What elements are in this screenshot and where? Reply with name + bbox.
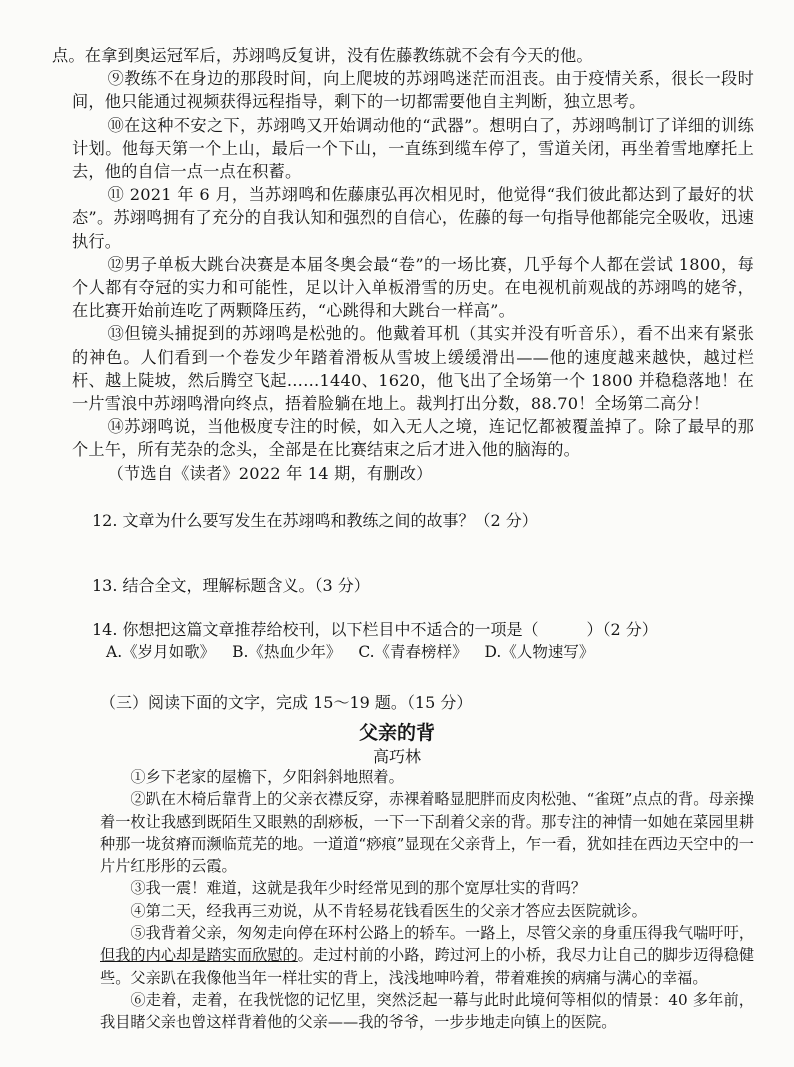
option-a: A.《岁月如歌》 [106, 643, 216, 661]
article-paragraph-2: ②趴在木椅后靠背上的父亲衣襟反穿，赤裸着略显肥胖而皮肉松弛、“雀斑”点点的背。母亲操着一枚让我感到既陌生又眼熟的刮痧板，一下一下刮着父亲的背。那专注的神情一如她在菜园里耕种那一垅贫瘠而濒临荒芜的地。一道道“痧痕”显现在父亲背上，乍一看，犹如挂在西边天空中的一片片红彤彤的云霞。 [100, 790, 754, 876]
article-paragraph-4: ④第二天，经我再三劝说，从不肯轻易花钱看医生的父亲才答应去医院就诊。 [130, 901, 647, 920]
question-14: 14. 你想把这篇文章推荐给校刊，以下栏目中不适合的一项是（ ）（2 分） [92, 620, 658, 639]
article-paragraph-6: ⑥走着，走着，在我恍惚的记忆里，突然泛起一幕与此时此境何等相似的情景：40 多年前，我目睹父亲也曾这样背着他的父亲——我的爷爷，一步步地走向镇上的医院。 [100, 990, 754, 1032]
paragraph-11: ⑪ 2021 年 6 月，当苏翊鸣和佐藤康弘再次相见时，他觉得“我们彼此都达到了最好的状态”。苏翊鸣拥有了充分的自我认知和强烈的自信心，佐藤的每一句指导他都能完全吸收，迅速执行。 [72, 185, 754, 251]
question-13: 13. 结合全文，理解标题含义。（3 分） [92, 576, 370, 595]
article-body [100, 766, 754, 1034]
paragraph-10: ⑩在这种不安之下，苏翊鸣又开始调动他的“武器”。想明白了，苏翊鸣制订了详细的训练计划。他每天第一个上山，最后一个下山，一直练到缆车停了，雪道关闭，再坐着雪地摩托上去，他的自信一点一点在积蓄。 [72, 115, 754, 182]
paragraph-9: ⑨教练不在身边的那段时间，向上爬坡的苏翊鸣迷茫而沮丧。由于疫情关系，很长一段时间，他只能通过视频获得远程指导，剩下的一切都需要他自主判断，独立思考。 [72, 69, 754, 112]
paragraph-13: ⑬但镜头捕捉到的苏翊鸣是松弛的。他戴着耳机（其实并没有听音乐），看不出来有紧张的神色。人们看到一个卷发少年踏着滑板从雪坡上缓缓滑出——他的速度越来越快，越过栏杆、越上陡坡，然后腾空飞起……1440、1620，他飞出了全场第一个 1800 并稳稳落地！在一片雪浪中苏翊鸣滑向终点，捂着脸躺在地上。裁判打出分数，88.70！全场第二高分！ [72, 324, 754, 414]
article-author: 高巧林 [372, 747, 421, 766]
paragraph-14: ⑭苏翊鸣说，当他极度专注的时候，如入无人之境，连记忆都被覆盖掉了。除了最早的那个上午，所有芜杂的念头，全部是在比赛结束之后才进入他的脑海的。 [72, 417, 754, 460]
article-paragraph-3: ③我一震！难道，这就是我年少时经常见到的那个宽厚壮实的背吗？ [130, 879, 587, 898]
article-paragraph-1: ①乡下老家的屋檐下，夕阳斜斜地照着。 [130, 768, 404, 786]
option-c: C.《青春榜样》 [358, 643, 468, 661]
source-note: （节选自《读者》2022 年 14 期，有删改） [107, 463, 433, 483]
option-b: B.《热血少年》 [232, 643, 342, 661]
underlined-sentence: 但我的内心却是踏实而欣慰的 [100, 946, 298, 965]
paragraph-5-start: ⑤我背着父亲，匆匆走向停在环村公路上的轿车。一路上，尽管父亲的身重压得我气喘吁吁， [130, 924, 754, 943]
question-12: 12. 文章为什么要写发生在苏翊鸣和教练之间的故事？（2 分） [92, 511, 538, 530]
paragraph-5-end: 。走过村前的小路，跨过河上的小桥，我尽力让自己的脚步迈得稳健些。父亲趴在我像他当年一样壮实的背上，浅浅地呻吟着，带着难挨的病痛与满心的幸福。 [100, 946, 755, 987]
option-d: D.《人物速写》 [484, 643, 595, 661]
article-paragraph-5 [100, 922, 754, 989]
paragraph-continued: 点。在拿到奥运冠军后，苏翊鸣反复讲，没有佐藤教练就不会有今天的他。 [52, 46, 593, 65]
passage-section [52, 44, 754, 485]
section-heading: （三）阅读下面的文字，完成 15～19 题。（15 分） [100, 693, 473, 712]
article-title: 父亲的背 [358, 722, 435, 744]
paragraph-12: ⑫男子单板大跳台决赛是本届冬奥会最“卷”的一场比赛，几乎每个人都在尝试 1800，每个人都有夺冠的实力和可能性，足以计入单板滑雪的历史。在电视机前观战的苏翊鸣的姥爷，在比赛开始前连吃了两颗降压药，“心跳得和大跳台一样高”。 [72, 254, 754, 321]
question-14-options [106, 640, 606, 662]
